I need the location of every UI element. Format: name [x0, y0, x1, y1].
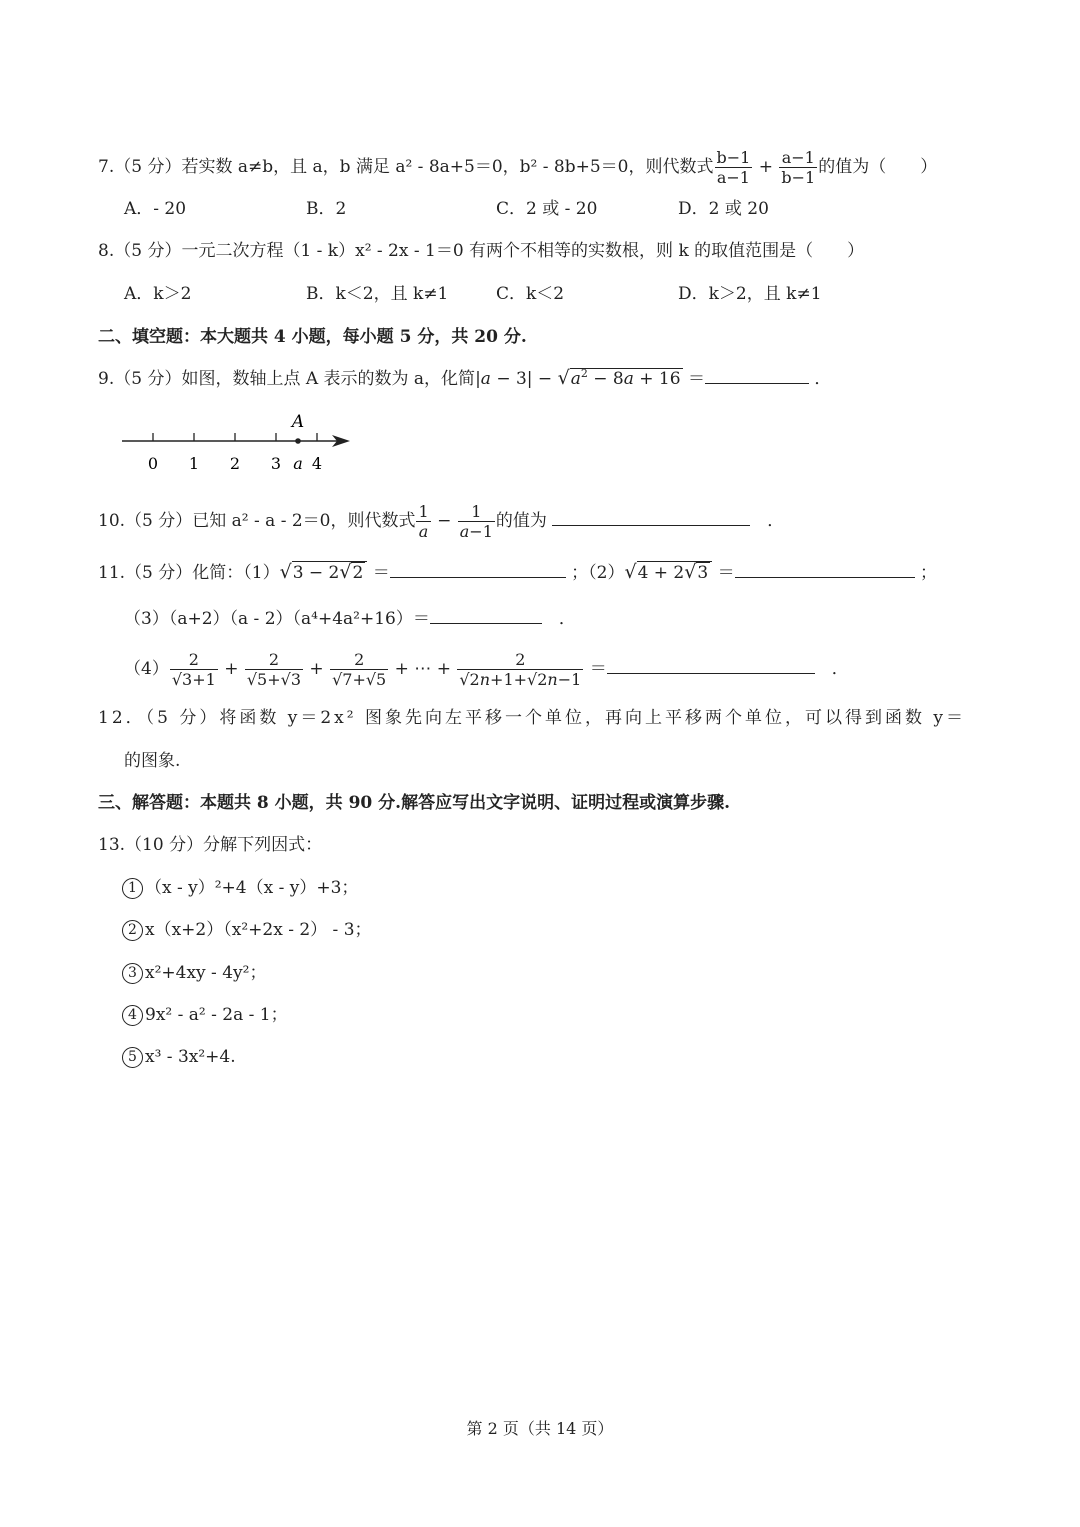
q7-head: 7.（5 分）若实数 a≠b，且 a，b 满足 a² - 8a+5＝0，b² - 8b+5＝0，则代数式 [98, 157, 714, 177]
number-line-figure [118, 408, 358, 474]
q7-option-c: C．2 或 - 20 [496, 199, 598, 219]
question-8: 8.（5 分）一元二次方程（1 - k）x² - 2x - 1＝0 有两个不相等的实数根，则 k 的取值范围是（ ） [98, 241, 865, 261]
q7-option-a: A．- 20 [124, 199, 187, 219]
q8-option-a: A．k＞2 [124, 284, 192, 304]
section-2-heading: 二、填空题：本大题共 4 小题，每小题 5 分，共 20 分. [98, 327, 527, 347]
q10-answer-blank[interactable] [552, 509, 750, 526]
q13-item-2-text: x（x+2）（x²+2x - 2） - 3； [145, 920, 372, 940]
q9-answer-blank[interactable] [705, 367, 809, 384]
q13-item-1 [122, 876, 358, 900]
q7-fraction-2: $\frac{a-1}{b-1}$ [781, 148, 816, 187]
q11-head: 11.（5 分）化简：（1） [98, 563, 280, 583]
circled-number-2: 2 [122, 920, 143, 941]
q11-p4: （4） [124, 659, 169, 679]
question-12-line-2: 的图象. [124, 751, 181, 771]
point-value-label: a [293, 454, 303, 473]
question-9: 9.（5 分）如图，数轴上点 A 表示的数为 a，化简$|a - 3| - √a^2 - 8a + 16$ ＝ ． [98, 367, 832, 389]
page-footer: 第 2 页（共 14 页） [466, 1419, 614, 1438]
q10-head: 10.（5 分）已知 a² - a - 2＝0，则代数式 [98, 511, 416, 531]
tick-label-0: 0 [147, 454, 159, 473]
tick-label-3: 3 [270, 454, 282, 473]
circled-number-3: 3 [122, 963, 143, 984]
q8-option-c: C．k＜2 [496, 284, 565, 304]
circled-number-4: 4 [122, 1005, 143, 1026]
q11-blank-4[interactable] [607, 657, 815, 674]
q11-p2-end: ； [920, 563, 937, 583]
q11-p3: （3）（a+2）（a - 2）（a⁴+4a²+16）＝ [124, 609, 430, 629]
section-3-heading: 三、解答题：本题共 8 小题，共 90 分.解答应写出文字说明、证明过程或演算步骤. [98, 793, 730, 813]
q11-p3-end: ． [558, 609, 576, 629]
q13-item-1-text: （x - y）²+4（x - y）+3； [145, 878, 359, 898]
q7-option-b: B．2 [306, 199, 347, 219]
q11-p4-end: ． [831, 659, 849, 679]
q7-tail: 的值为（ ） [818, 157, 938, 177]
circled-number-5: 5 [122, 1047, 143, 1068]
question-7: 7.（5 分）若实数 a≠b，且 a，b 满足 a² - 8a+5＝0，b² - 8b+5＝0，则代数式 $\frac{b-1}{a-1}$ + $\frac{a-1}{b-1}$ 的值为（ ） [98, 148, 938, 187]
tick-label-1: 1 [188, 454, 200, 473]
q7-option-d: D．2 或 20 [678, 199, 769, 219]
q13-item-2 [122, 918, 372, 942]
q7-fraction-1: $\frac{b-1}{a-1}$ [716, 148, 751, 187]
q13-item-5-text: x³ - 3x²+4. [145, 1047, 236, 1067]
tick-label-2: 2 [229, 454, 241, 473]
question-11: 11.（5 分）化简：（1）√3 − 2√2 ＝ ；（2）√4 + 2√3 ＝ ； [98, 561, 937, 583]
q13-item-4-text: 9x² - a² - 2a - 1； [145, 1005, 288, 1025]
q11-blank-2[interactable] [735, 561, 915, 578]
q10-tail: ． [767, 511, 785, 531]
tick-label-4: 4 [311, 454, 323, 473]
q13-item-5 [122, 1045, 236, 1069]
question-13: 13.（10 分）分解下列因式： [98, 835, 323, 855]
q11-blank-1[interactable] [390, 561, 566, 578]
circled-number-1: 1 [122, 878, 143, 899]
q11-p2: ；（2） [571, 563, 625, 583]
q13-item-4 [122, 1003, 288, 1027]
q13-item-3 [122, 961, 266, 985]
q10-fraction-1: $\frac{1}{a}$ [418, 502, 429, 541]
q9-tail: ． [814, 369, 832, 389]
q10-mid: 的值为 [495, 511, 547, 531]
question-11-part-4: （4） $\frac{2}{√3+1}$ + $\frac{2}{√5+√3}$ + $\frac{2}{√7+√5}$ + ⋯ + $\frac{2}{√2n+1+√2n-1}$ ＝ ． [124, 650, 849, 689]
question-10: 10.（5 分）已知 a² - a - 2＝0，则代数式 $\frac{1}{a}$ − $\frac{1}{a-1}$ 的值为 ． [98, 502, 785, 541]
q8-option-b: B．k＜2，且 k≠1 [306, 284, 449, 304]
question-11-part-3 [124, 607, 576, 631]
q13-item-3-text: x²+4xy - 4y²； [145, 963, 267, 983]
point-a-dot [295, 438, 301, 444]
point-a-label: A [291, 412, 305, 432]
question-12-line-1: 12．（5 分）将函数 y＝2x² 图象先向左平移一个单位，再向上平移两个单位，可以得到函数 y＝ [98, 708, 966, 728]
q9-head: 9.（5 分）如图，数轴上点 A 表示的数为 a，化简 [98, 369, 476, 389]
q11-blank-3[interactable] [430, 607, 542, 624]
q8-option-d: D．k＞2，且 k≠1 [678, 284, 822, 304]
q10-fraction-2: $\frac{1}{a-1}$ [459, 502, 493, 541]
